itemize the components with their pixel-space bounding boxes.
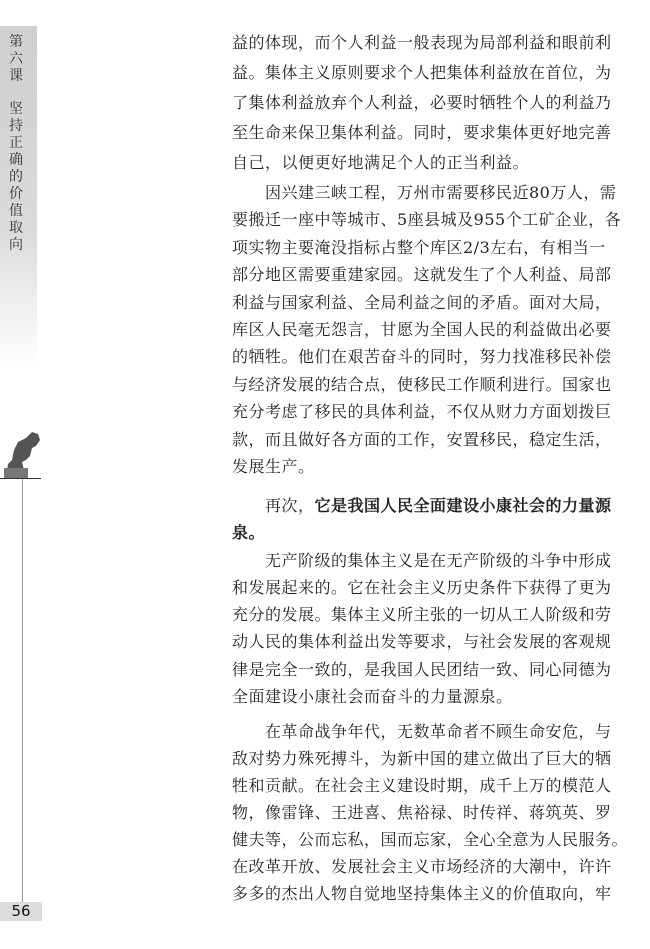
text-line: 物，像雷锋、王进喜、焦裕禄、时传祥、蒋筑英、罗 bbox=[232, 803, 612, 822]
text-line: 的牺牲。他们在艰苦奋斗的同时，努力找准移民补偿 bbox=[232, 347, 612, 367]
text-line: 律是完全一致的，是我国人民团结一致、同心同德为 bbox=[232, 659, 612, 679]
text-line: 在革命战争年代，无数革命者不顾生命安危，与 bbox=[232, 722, 612, 741]
text-line: 款，而且做好各方面的工作，安置移民，稳定生活， bbox=[232, 429, 612, 449]
text-line: 多多的杰出人物自觉地坚持集体主义的价值取向，牢 bbox=[232, 884, 612, 903]
chapter-label bbox=[8, 34, 24, 254]
sidebar-divider bbox=[0, 478, 41, 479]
section-source-of-strength bbox=[232, 492, 632, 710]
section-heading bbox=[232, 492, 632, 519]
text-line: 自己，以便更好地满足个人的正当利益。 bbox=[232, 153, 530, 172]
text-line: 要搬迁一座中等城市、5座县城及955个工矿企业，各 bbox=[232, 210, 622, 230]
text-line: 在改革开放、发展社会主义市场经济的大潮中，许许 bbox=[232, 857, 612, 876]
paragraph-proletarian-collectivism bbox=[232, 547, 632, 711]
text-line: 至生命来保卫集体利益。同时，要求集体更好地完善 bbox=[232, 123, 612, 142]
text-line: 充分的发展。集体主义所主张的一切从工人阶级和劳 bbox=[232, 605, 612, 625]
text-line: 无产阶级的集体主义是在无产阶级的斗争中形成 bbox=[232, 550, 612, 570]
text-line: 全面建设小康社会而奋斗的力量源泉。 bbox=[232, 687, 513, 707]
text-line: 益的体现，而个人利益一般表现为局部利益和眼前利 bbox=[232, 33, 612, 52]
page-number: 56 bbox=[0, 902, 42, 921]
text-line: 充分考虑了移民的具体利益，不仅从财力方面划拨巨 bbox=[232, 402, 612, 422]
heading-bold-line2: 泉。 bbox=[232, 523, 266, 543]
heading-bold: 它是我国人民全面建设小康社会的力量源 bbox=[314, 496, 612, 515]
text-line: 发展生产。 bbox=[232, 457, 315, 477]
sidebar-vertical-rule bbox=[22, 479, 23, 902]
text-line: 部分地区需要重建家园。这就发生了个人利益、局部 bbox=[232, 265, 612, 285]
paragraph-collectivism-principle bbox=[232, 28, 632, 178]
text-line: 了集体利益放弃个人利益，必要时牺牲个人的利益乃 bbox=[232, 93, 612, 112]
text-line: 项实物主要淹没指标占整个库区2/3左右，有相当一 bbox=[232, 237, 606, 257]
text-line: 和发展起来的。它在社会主义历史条件下获得了更为 bbox=[232, 577, 612, 597]
text-line: 利益与国家利益、全局利益之间的矛盾。面对大局， bbox=[232, 292, 612, 312]
text-line: 牲和贡献。在社会主义建设时期，成千上万的模范人 bbox=[232, 776, 612, 795]
text-line: 因兴建三峡工程，万州市需要移民近80万人，需 bbox=[232, 183, 617, 202]
chapter-number: 第六课 bbox=[9, 34, 23, 84]
text-line: 健夫等，公而忘私，国而忘家，全心全意为人民服务。 bbox=[232, 830, 629, 849]
text-line: 益。集体主义原则要求个人把集体利益放在首位，为 bbox=[232, 63, 612, 82]
text-line: 与经济发展的结合点，使移民工作顺利进行。国家也 bbox=[232, 374, 612, 394]
heading-lead: 再次， bbox=[232, 496, 315, 515]
text-line: 动人民的集体利益出发等要求，与社会发展的客观规 bbox=[232, 632, 612, 652]
text-line: 库区人民毫无怨言，甘愿为全国人民的利益做出必要 bbox=[232, 320, 612, 340]
thinker-statue-icon bbox=[2, 420, 42, 478]
case-revolutionary-models bbox=[232, 718, 632, 907]
chapter-title: 坚持正确的价值取向 bbox=[9, 101, 23, 253]
text-line: 敌对势力殊死搏斗，为新中国的建立做出了巨大的牺 bbox=[232, 749, 612, 768]
case-three-gorges-migration bbox=[232, 179, 632, 480]
